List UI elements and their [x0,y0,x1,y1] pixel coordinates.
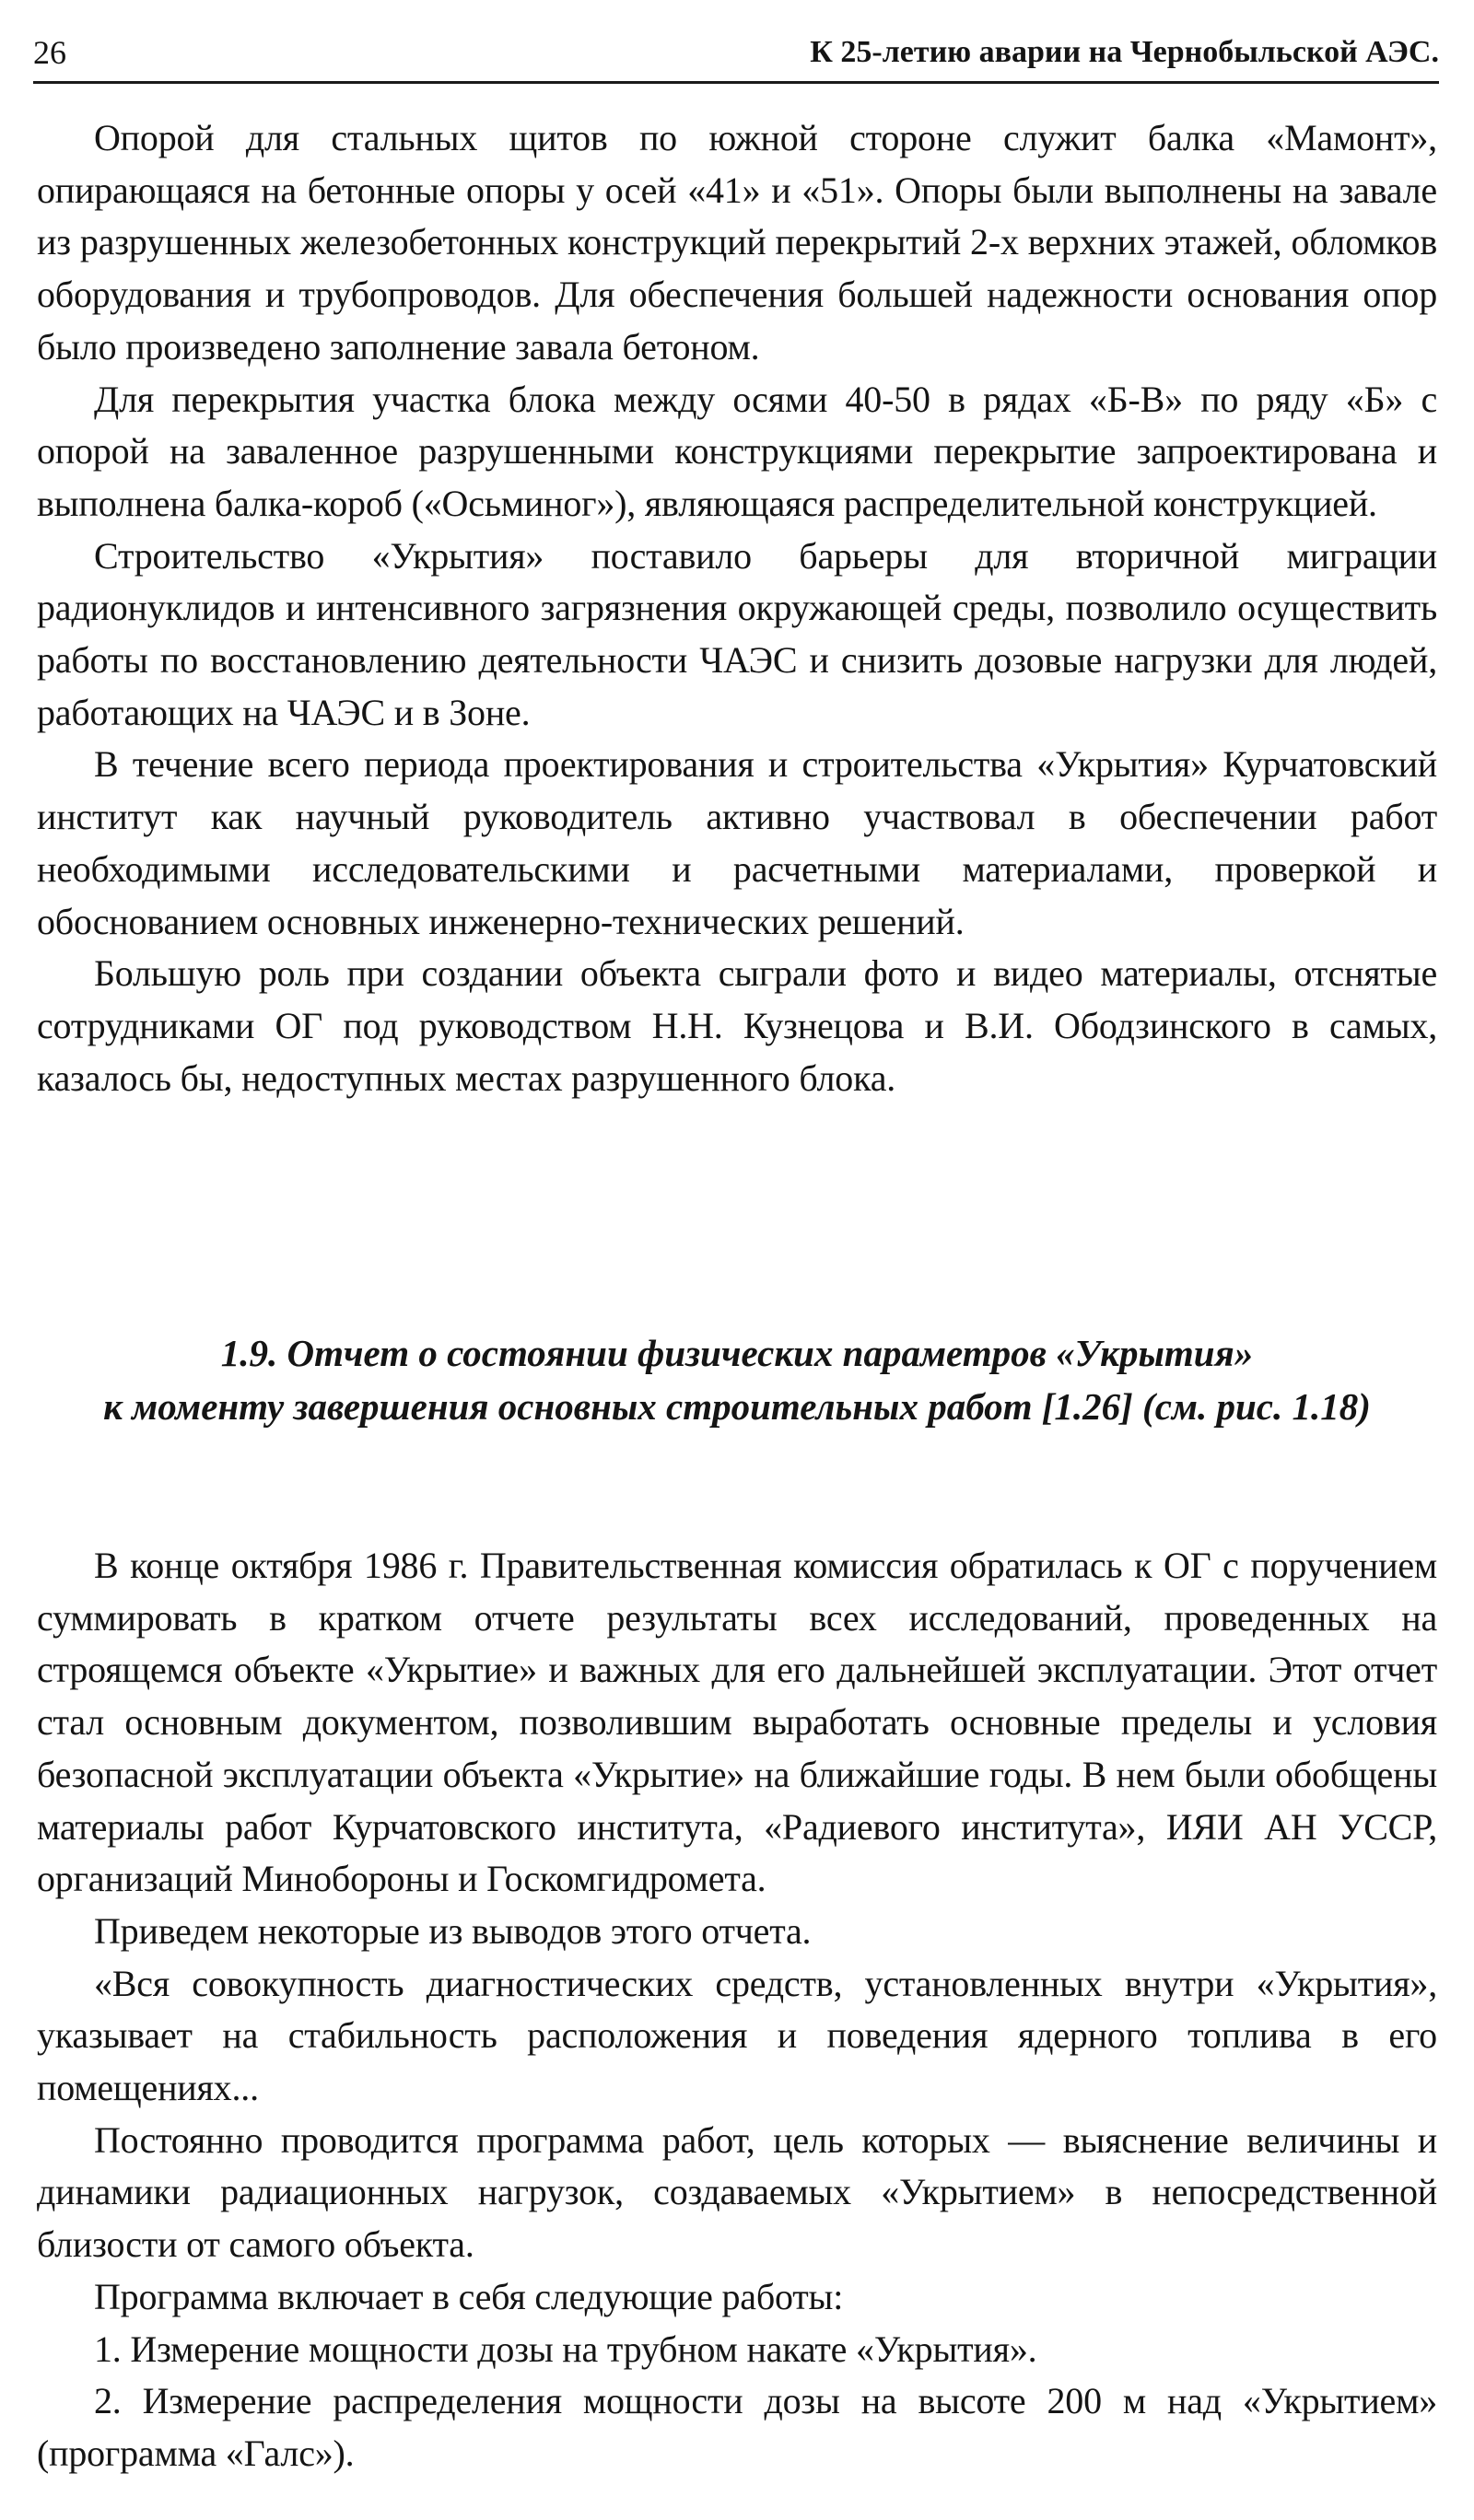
paragraph: 1. Измерение мощности дозы на трубном накате «Укрытия». [94,2328,1037,2370]
paragraph: Строительство «Укрытия» поставило барьеры для вторичной миграции радионуклидов и интенсивного загрязнения окружающей среды, позволило осуществить работы по восстановлению деятельности ЧАЭС и снизить дозовые нагрузки для людей, работающих на ЧАЭС и в Зоне. [37,534,1437,733]
section-2-text [37,1540,1437,2480]
section-heading-line-1: 1.9. Отчет о состоянии физических параметров «Укрытия» [220,1332,1254,1374]
paragraph: Постоянно проводится программа работ, цель которых — выяснение величины и динамики радиационных нагрузок, создаваемых «Укрытием» в непосредственной близости от самого объекта. [37,2118,1437,2266]
paragraph: Большую роль при создании объекта сыграли фото и видео материалы, отснятые сотрудниками ОГ под руководством Н.Н. Кузнецова и В.И. Ободзинского в самых, казалось бы, недоступных местах разрушенного блока. [37,952,1437,1099]
section-heading [37,1326,1437,1433]
section-heading-line-2: к моменту завершения основных строительных работ [1.26] (см. рис. 1.18) [103,1385,1371,1428]
section-1-text [37,112,1437,1104]
paragraph: В конце октября 1986 г. Правительственная комиссия обратилась к ОГ с поручением суммировать в кратком отчете результаты всех исследований, проведенных на строящемся объекте «Укрытие» и важных для его дальнейшей эксплуатации. Этот отчет стал основным документом, позволившим выработать основные пределы и условия безопасной эксплуатации объекта «Укрытие» на ближайшие годы. В нем были обобщены материалы работ Курчатовского института, «Радиевого института», ИЯИ АН УССР, организаций Минобороны и Госкомгидромета. [37,1545,1437,1900]
page-number: 26 [33,34,66,71]
paragraph: В течение всего периода проектирования и строительства «Укрытия» Курчатовский институт как научный руководитель активно участвовал в обеспечении работ необходимыми исследовательскими и расчетными материалами, проверкой и обоснованием основных инженерно-технических решений. [37,743,1437,942]
paragraph: 2. Измерение распределения мощности дозы на высоте 200 м над «Укрытием» (программа «Галс»). [37,2380,1437,2474]
paragraph: Приведем некоторые из выводов этого отчета. [94,1909,812,1952]
paragraph: Для перекрытия участка блока между осями 40-50 в рядах «Б-В» по ряду «Б» с опорой на заваленное разрушенными конструкциями перекрытие запроектирована и выполнена балка-короб («Осьминог»), являющаяся распределительной конструкцией. [37,378,1437,524]
paragraph: «Вся совокупность диагностических средств, установленных внутри «Укрытия», указывает на стабильность расположения и поведения ядерного топлива в его помещениях... [37,1962,1437,2109]
running-header [33,26,1439,84]
running-title: К 25-летию аварии на Чернобыльской АЭС. [810,35,1439,69]
paragraph: Программа включает в себя следующие работы: [94,2275,844,2317]
paragraph: Опорой для стальных щитов по южной стороне служит балка «Мамонт», опирающаяся на бетонные опоры у осей «41» и «51». Опоры были выполнены на завале из разрушенных железобетонных конструкций перекрытий 2-х верхних этажей, обломков оборудования и трубопроводов. Для обеспечения большей надежности основания опор было произведено заполнение завала бетоном. [37,117,1437,368]
